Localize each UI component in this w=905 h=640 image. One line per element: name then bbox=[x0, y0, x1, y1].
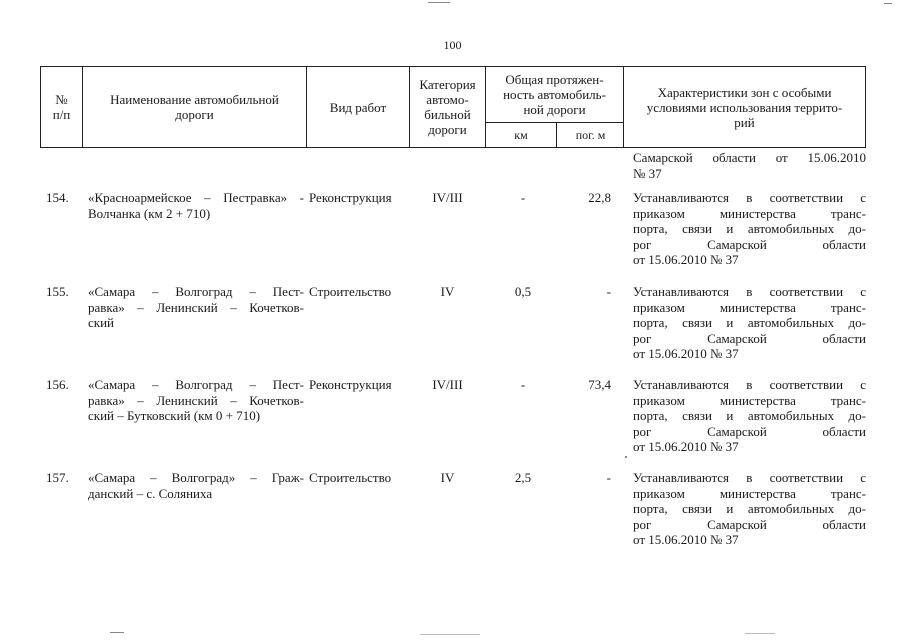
carryover-line: Самарской области от 15.06.2010 bbox=[633, 150, 866, 165]
road-name-line: «Самара – Волгоград – Пест- bbox=[88, 377, 304, 392]
zone-characteristics bbox=[633, 377, 866, 455]
header-km-cell: км bbox=[486, 123, 557, 147]
header-category-line: автомо- bbox=[426, 92, 469, 107]
row-number: 156. bbox=[46, 377, 69, 392]
work-type: Строительство bbox=[309, 284, 392, 299]
characteristics-line: приказом министерства транс- bbox=[633, 205, 866, 221]
characteristics-line: Устанавливаются в соответствии с bbox=[633, 377, 866, 392]
length-km: - bbox=[520, 190, 526, 205]
header-work-cell bbox=[307, 67, 410, 147]
header-length-line: Общая протяжен- bbox=[505, 72, 604, 87]
road-name-line: равка» – Ленинский – Кочетков- bbox=[88, 299, 304, 315]
road-category: IV bbox=[440, 284, 455, 299]
characteristics-line: от 15.06.2010 № 37 bbox=[633, 252, 739, 267]
length-km: 0,5 bbox=[514, 284, 532, 299]
header-characteristics-line: рий bbox=[734, 114, 755, 130]
road-category: IV/III bbox=[432, 190, 463, 205]
road-name-line: данский – с. Соляниха bbox=[88, 485, 213, 501]
road-name bbox=[88, 377, 304, 424]
header-category-cell bbox=[410, 67, 486, 147]
road-name bbox=[88, 470, 304, 501]
zone-characteristics bbox=[633, 470, 866, 548]
scan-speck bbox=[745, 633, 775, 634]
characteristics-line: Устанавливаются в соответствии с bbox=[633, 284, 866, 299]
road-name-line: Волчанка (км 2 + 710) bbox=[88, 205, 211, 221]
characteristics-line: порта, связи и автомобильных до- bbox=[633, 221, 866, 236]
characteristics-line: от 15.06.2010 № 37 bbox=[633, 532, 739, 547]
length-pm: 73,4 bbox=[588, 377, 611, 392]
characteristics-line: рог Самарской области bbox=[633, 330, 866, 346]
characteristics-line: от 15.06.2010 № 37 bbox=[633, 439, 739, 454]
length-pm: 22,8 bbox=[588, 190, 611, 205]
road-name-line: ский bbox=[88, 315, 114, 330]
road-name-line: «Самара – Волгоград» – Граж- bbox=[88, 470, 304, 485]
scan-speck bbox=[110, 632, 124, 633]
length-pm: - bbox=[606, 284, 611, 299]
header-length-line: ной дороги bbox=[523, 102, 586, 117]
row-number: 157. bbox=[46, 470, 69, 485]
header-name-line: дороги bbox=[175, 107, 214, 122]
header-number-line: № bbox=[55, 92, 68, 107]
scan-speck bbox=[420, 634, 480, 635]
work-type: Реконструкция bbox=[309, 190, 392, 205]
road-category: IV bbox=[440, 470, 455, 485]
characteristics-line: порта, связи и автомобильных до- bbox=[633, 501, 866, 516]
row-number: 154. bbox=[46, 190, 69, 205]
header-number-line: п/п bbox=[52, 107, 71, 122]
table-header bbox=[40, 66, 866, 148]
characteristics-line: приказом министерства транс- bbox=[633, 485, 866, 501]
scan-speck bbox=[428, 2, 450, 3]
header-characteristics-line: Характеристики зон с особыми bbox=[657, 84, 832, 100]
length-km: 2,5 bbox=[514, 470, 532, 485]
scan-speck bbox=[625, 456, 627, 458]
header-work-label: Вид работ bbox=[329, 99, 387, 115]
header-name-cell bbox=[83, 67, 307, 147]
characteristics-line: рог Самарской области bbox=[633, 516, 866, 532]
work-type: Реконструкция bbox=[309, 377, 392, 392]
header-length-line: ность автомобиль- bbox=[503, 87, 606, 102]
scan-speck bbox=[884, 3, 892, 4]
row-number: 155. bbox=[46, 284, 69, 299]
characteristics-line: порта, связи и автомобильных до- bbox=[633, 315, 866, 330]
length-km: - bbox=[520, 377, 526, 392]
header-name-line: Наименование автомобильной bbox=[110, 92, 279, 107]
header-category-line: бильной bbox=[424, 107, 471, 122]
characteristics-line: порта, связи и автомобильных до- bbox=[633, 408, 866, 423]
page-number: 100 bbox=[443, 38, 462, 52]
header-characteristics-line: условиями использования террито- bbox=[646, 99, 843, 115]
zone-characteristics bbox=[633, 284, 866, 362]
header-pm-cell: пог. м bbox=[575, 127, 606, 142]
road-name bbox=[88, 284, 304, 331]
work-type: Строительство bbox=[309, 470, 392, 485]
carryover-text bbox=[633, 150, 866, 181]
characteristics-line: от 15.06.2010 № 37 bbox=[633, 346, 739, 361]
characteristics-line: рог Самарской области bbox=[633, 236, 866, 252]
road-name-line: равка» – Ленинский – Кочетков- bbox=[88, 392, 304, 408]
characteristics-line: Устанавливаются в соответствии с bbox=[633, 470, 866, 485]
characteristics-line: приказом министерства транс- bbox=[633, 299, 866, 315]
zone-characteristics bbox=[633, 190, 866, 268]
header-number-cell bbox=[41, 67, 83, 147]
road-name bbox=[88, 190, 304, 221]
header-length-title bbox=[486, 67, 623, 123]
header-characteristics-cell bbox=[624, 67, 865, 147]
header-length-group bbox=[486, 67, 624, 147]
header-category-line: Категория bbox=[419, 77, 476, 92]
road-name-line: «Красноармейское – Пестравка» - bbox=[88, 190, 304, 205]
carryover-line: № 37 bbox=[633, 165, 662, 181]
header-category-line: дороги bbox=[428, 122, 467, 137]
characteristics-line: приказом министерства транс- bbox=[633, 392, 866, 408]
characteristics-line: рог Самарской области bbox=[633, 423, 866, 439]
road-name-line: ский – Бутковский (км 0 + 710) bbox=[88, 408, 261, 423]
length-pm: - bbox=[606, 470, 611, 485]
characteristics-line: Устанавливаются в соответствии с bbox=[633, 190, 866, 205]
road-category: IV/III bbox=[432, 377, 463, 392]
road-name-line: «Самара – Волгоград – Пест- bbox=[88, 284, 304, 299]
